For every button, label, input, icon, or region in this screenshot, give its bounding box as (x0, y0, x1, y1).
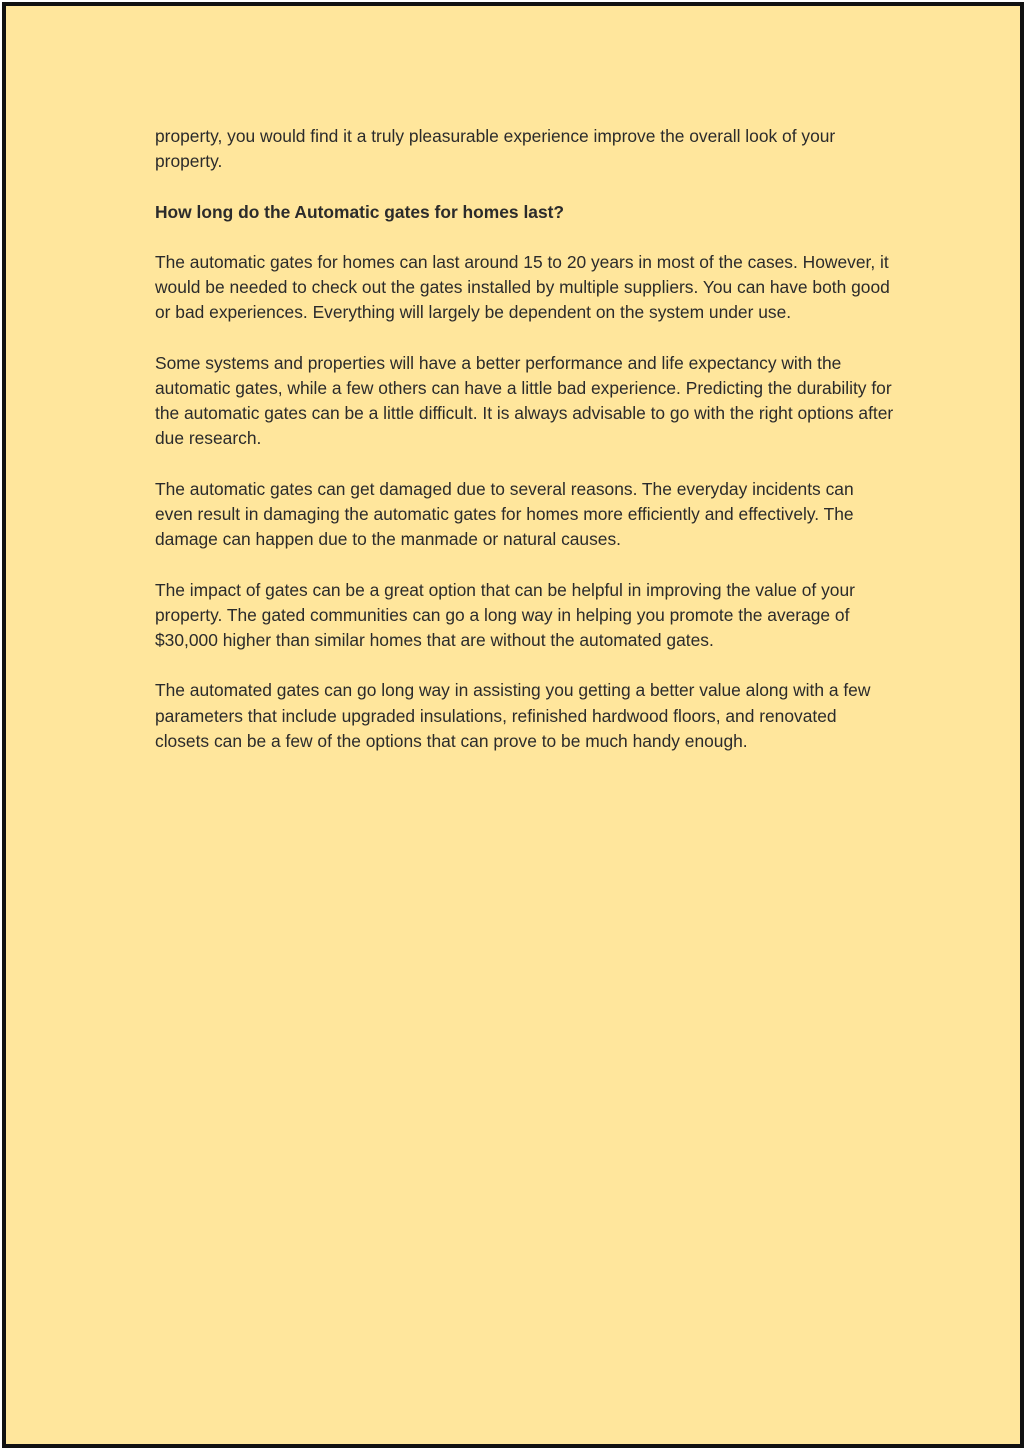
paragraph-performance: Some systems and properties will have a better performance and life expectancy with the automatic gates, while a few others can have a little bad experience. Predicting the durability for the automatic gates can be a little difficult. It is always advisable to go with the right options after due research. (155, 352, 894, 449)
paragraph-lifespan: The automatic gates for homes can last around 15 to 20 years in most of the cases. However, it would be needed to check out the gates installed by multiple suppliers. You can have both good or bad experiences. Everything will largely be dependent on the system under use. (155, 251, 890, 323)
section-heading: How long do the Automatic gates for homes last? (155, 201, 565, 222)
article-body (155, 124, 895, 779)
document-page (2, 2, 1024, 1448)
paragraph-damage: The automatic gates can get damaged due to several reasons. The everyday incidents can even result in damaging the automatic gates for homes more efficiently and effectively. The damage can happen due to the manmade or natural causes. (155, 478, 854, 550)
paragraph-impact: The impact of gates can be a great option that can be helpful in improving the value of your property. The gated communities can go a long way in helping you promote the average of $30,000 higher than similar homes that are without the automated gates. (155, 579, 855, 650)
intro-paragraph: property, you would find it a truly pleasurable experience improve the overall look of your property. (155, 126, 836, 172)
paragraph-value: The automated gates can go long way in assisting you getting a better value along with a few parameters that include upgraded insulations, refinished hardwood floors, and renovated closets can be a few of the options that can prove to be much handy enough. (155, 680, 871, 751)
